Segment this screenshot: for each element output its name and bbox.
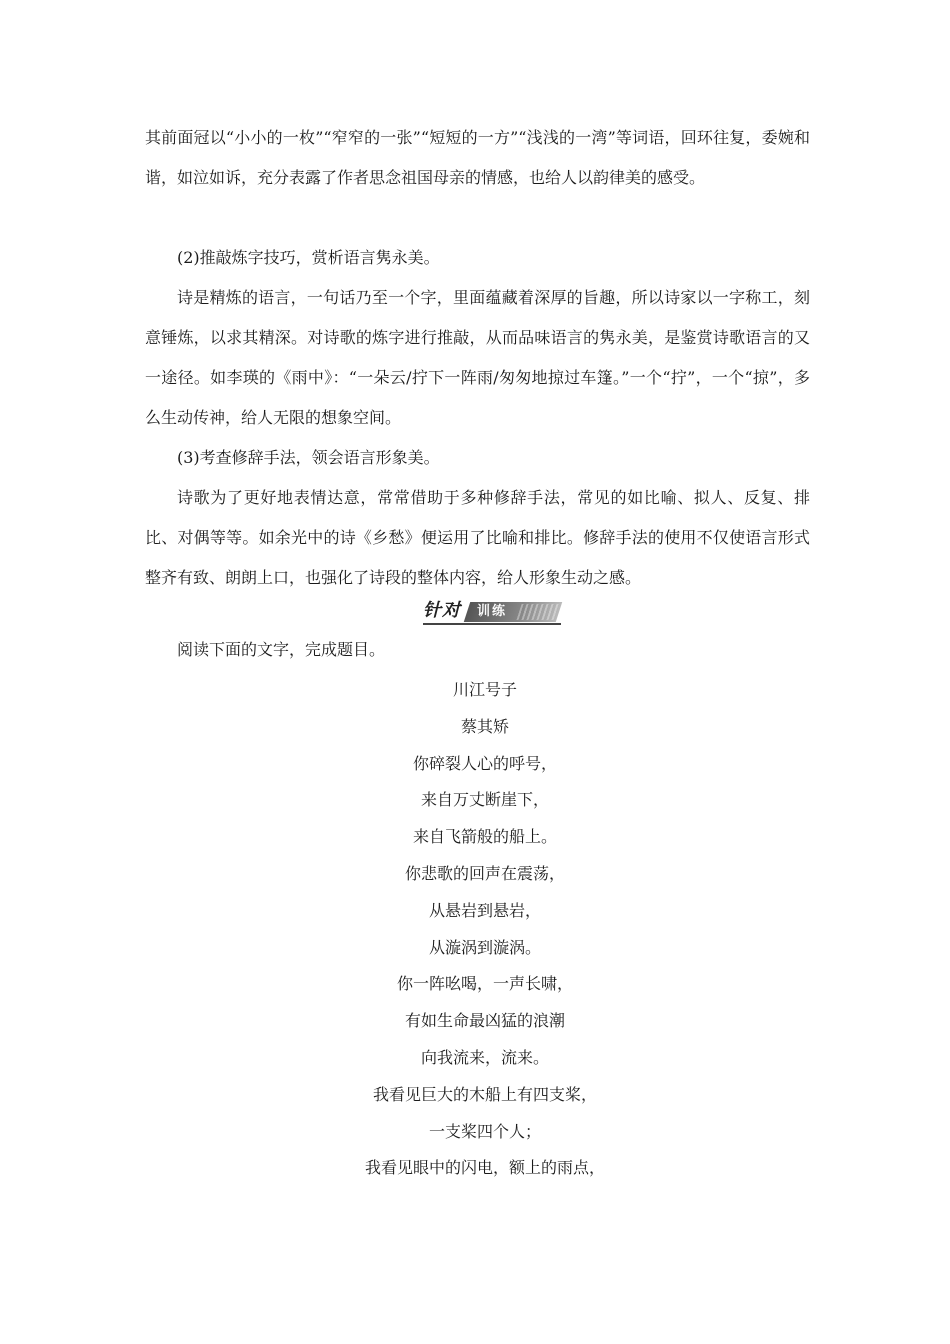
poem-line: 来自飞箭般的船上。: [412, 827, 557, 847]
banner-right-text: 训练: [477, 604, 508, 619]
poem-line: 来自万丈断崖下，: [420, 790, 549, 810]
poem-line: 我看见巨大的木船上有四支桨，: [372, 1084, 597, 1104]
banner-stripe-decoration: [516, 604, 559, 620]
poem-line: 你碎裂人心的呼号，: [412, 753, 557, 773]
paragraph-rhythm-beauty: 其前面冠以“小小的一枚”“窄窄的一张”“短短的一方”“浅浅的一湾”等词语，回环往复，委婉和谐，如泣如诉，充分表露了作者思念祖国母亲的情感，也给人以韵律美的感受。: [145, 128, 810, 187]
reading-instruction: 阅读下面的文字，完成题目。: [177, 640, 386, 659]
poem-line: 你一阵吆喝，一声长啸，: [396, 974, 573, 994]
banner-underline: [423, 623, 561, 625]
poem-line: 从悬岩到悬岩，: [428, 900, 541, 920]
banner-left-text: 针对: [423, 600, 461, 621]
poem: [145, 672, 825, 1187]
section-heading-2: (2)推敲炼字技巧，赏析语言隽永美。: [177, 248, 440, 267]
practice-banner: [423, 600, 561, 626]
poem-line: 一支桨四个人；: [428, 1121, 541, 1141]
poem-title: 川江号子: [452, 680, 517, 699]
poem-line: 你悲歌的回声在震荡，: [404, 863, 565, 883]
paragraph-rhetoric: 诗歌为了更好地表情达意，常常借助于多种修辞手法，常见的如比喻、拟人、反复、排比、对偶等等。如余光中的诗《乡愁》便运用了比喻和排比。修辞手法的使用不仅使语言形式整齐有致、朗朗上口，也强化了诗段的整体内容，给人形象生动之感。: [145, 488, 810, 587]
section-heading-3: (3)考查修辞手法，领会语言形象美。: [177, 448, 440, 467]
poem-line: 从漩涡到漩涡。: [428, 937, 541, 957]
poem-line: 有如生命最凶猛的浪潮: [404, 1011, 565, 1031]
poem-line: 向我流来，流来。: [420, 1047, 549, 1067]
poem-line: 我看见眼中的闪电，额上的雨点，: [364, 1158, 605, 1178]
poem-author: 蔡其矫: [460, 716, 509, 736]
paragraph-word-refining: 诗是精炼的语言，一句话乃至一个字，里面蕴藏着深厚的旨趣，所以诗家以一字称工，刻意锤炼，以求其精深。对诗歌的炼字进行推敲，从而品味语言的隽永美，是鉴赏诗歌语言的又一途径。如李瑛的《雨中》：“一朵云/拧下一阵雨/匆匆地掠过车篷。”一个“拧”，一个“掠”，多么生动传神，给人无限的想象空间。: [145, 288, 810, 427]
